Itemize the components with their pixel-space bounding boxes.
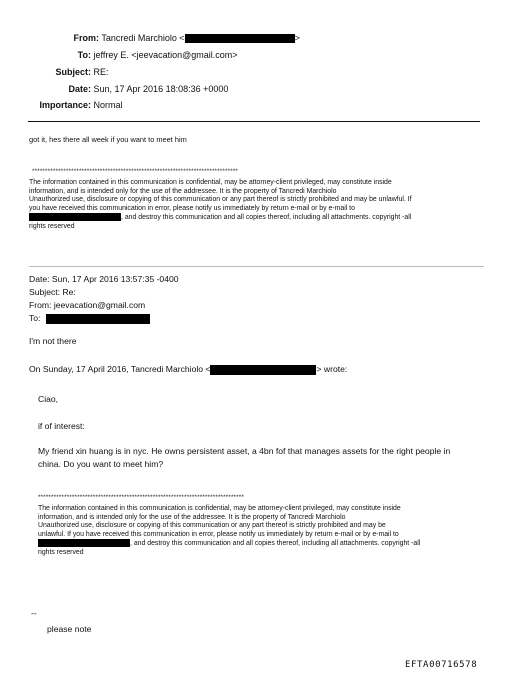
redaction-block — [38, 539, 130, 547]
importance-value: Normal — [93, 100, 123, 110]
redaction-block — [46, 314, 150, 324]
header-to-row — [66, 50, 238, 61]
disclaimer-line: , and destroy this communication and all copies thereof, including all attachments. copyright -all — [130, 540, 421, 548]
subject-value: RE: — [93, 67, 109, 77]
redaction-block — [210, 365, 316, 375]
header-date-row — [66, 84, 228, 95]
inner-greeting: Ciao, — [38, 394, 59, 404]
date-value: Sun, 17 Apr 2016 18:08:36 +0000 — [93, 84, 229, 94]
quoted-subject: Subject: Re: — [29, 287, 76, 297]
disclaimer-text — [38, 505, 490, 557]
quoted-body: I'm not there — [29, 336, 77, 346]
disclaimer-line: rights reserved — [38, 548, 84, 556]
disclaimer-line: information, and is intended only for the use of the addressee. It is the property of Tancredi Marchiolo — [38, 513, 346, 521]
disclaimer-stars: ******************************************************************************* — [32, 168, 239, 175]
redaction-block — [185, 34, 295, 43]
quoted-to: To: — [29, 313, 41, 323]
wrote-suffix: > wrote: — [316, 364, 348, 374]
from-value: Tancredi Marchiolo < — [101, 33, 185, 43]
disclaimer-line: The information contained in this communication is confidential, may be attorney-client privileged, may constitute inside — [29, 179, 392, 186]
from-close: > — [294, 33, 300, 43]
reply-text: got it, hes there all week if you want to meet him — [29, 135, 187, 144]
header-importance-row — [38, 100, 123, 111]
inner-interest: if of interest: — [38, 421, 85, 431]
disclaimer-text — [29, 179, 489, 231]
document-id: EFTA00716578 — [405, 660, 478, 670]
disclaimer-line: The information contained in this communication is confidential, may be attorney-client privileged, may constitute inside — [38, 505, 401, 512]
inner-para-line: china. Do you want to meet him? — [38, 459, 164, 469]
to-value: jeffrey E. <jeevacation@gmail.com> — [93, 50, 238, 60]
header-from-row — [66, 33, 300, 44]
disclaimer-line-redacted — [38, 539, 490, 548]
disclaimer-line: rights reserved — [29, 222, 75, 230]
quoted-from: From: jeevacation@gmail.com — [29, 300, 146, 310]
disclaimer-line: you have received this communication in error, please notify us immediately by return e-mail or by e-mail to — [29, 204, 355, 212]
quote-divider — [29, 266, 484, 267]
to-label: To: — [77, 50, 91, 60]
redaction-block — [29, 213, 121, 221]
disclaimer-line: information, and is intended only for the use of the addressee. It is the property of Tancredi Marchiolo — [29, 187, 337, 195]
disclaimer-line: Unauthorized use, disclosure or copying of this communication or any part thereof is strictly prohibited and may be unlawful. If — [29, 196, 412, 204]
wrote-line — [29, 364, 347, 375]
header-divider — [28, 121, 480, 122]
importance-label: Importance: — [39, 100, 91, 110]
disclaimer-line: , and destroy this communication and all copies thereof, including all attachments. copyright -all — [121, 214, 412, 222]
quoted-to-row — [29, 313, 150, 324]
disclaimer-line: unlawful. If you have received this communication in error, please notify us immediately by return e-mail or by e-mail to — [38, 530, 399, 538]
from-label: From: — [73, 33, 99, 43]
date-label: Date: — [68, 84, 91, 94]
inner-para-line: My friend xin huang is in nyc. He owns persistent asset, a 4bn fof that manages assets for the right people in — [38, 446, 451, 456]
signature-dashes: -- — [31, 608, 37, 618]
wrote-prefix: On Sunday, 17 April 2016, Tancredi Marchiolo < — [29, 364, 211, 374]
header-subject-row — [54, 67, 109, 78]
quoted-date: Date: Sun, 17 Apr 2016 13:57:35 -0400 — [29, 274, 179, 284]
disclaimer-line-redacted — [29, 213, 489, 222]
signature-note: please note — [47, 624, 92, 634]
disclaimer-stars: ******************************************************************************* — [38, 494, 245, 501]
subject-label: Subject: — [55, 67, 91, 77]
disclaimer-line: Unauthorized use, disclosure or copying of this communication or any part thereof is strictly prohibited and may be — [38, 522, 386, 530]
